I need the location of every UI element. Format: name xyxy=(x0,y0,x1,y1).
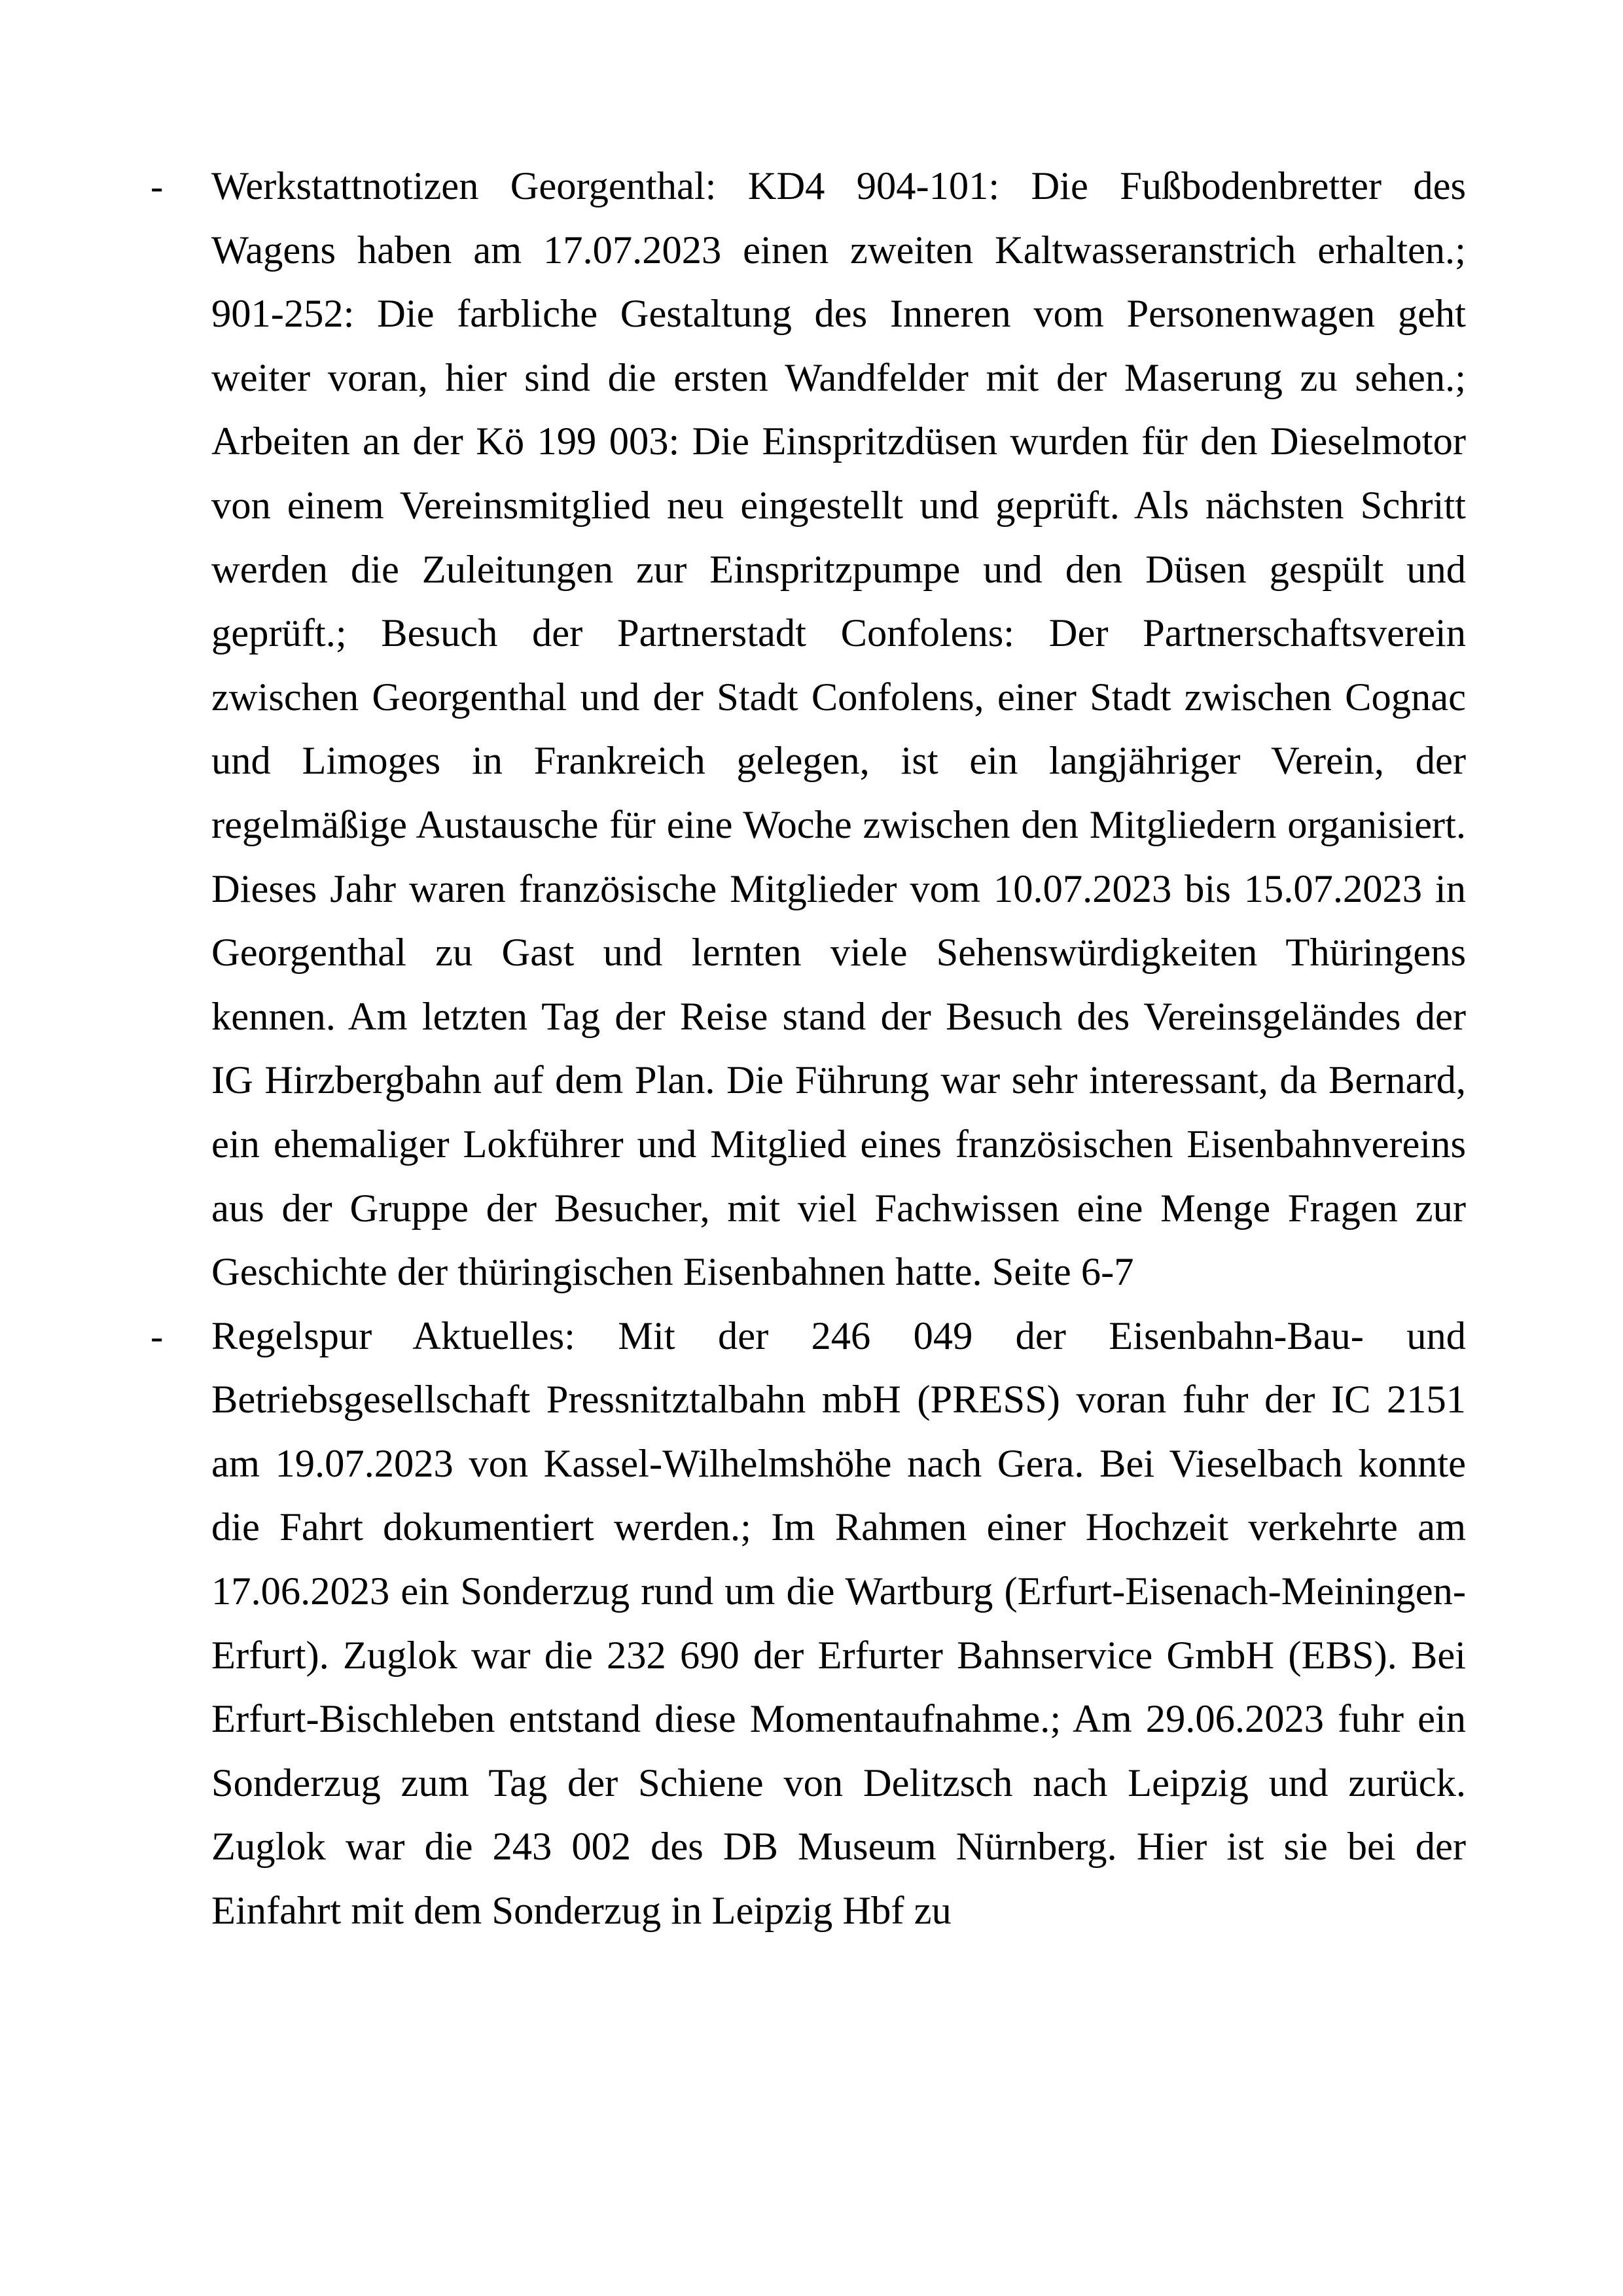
list-bullet: - xyxy=(151,1314,164,1357)
list-bullet: - xyxy=(151,165,164,207)
list-item-werkstattnotizen xyxy=(151,154,1466,1304)
list-item-regelspur-aktuelles xyxy=(151,1304,1466,1943)
list-item-text: Regelspur Aktuelles: Mit der 246 049 der Eisenbahn-Bau- und Betriebsgesellschaft Pressnitztalbahn mbH (PRESS) voran fuhr der IC 2151 am 19.07.2023 von Kassel-Wilhelmshöhe nach Gera. Bei Vieselbach konnte die Fahrt dokumentiert werden.; Im Rahmen einer Hochzeit verkehrte am 17.06.2023 ein Sonderzug rund um die Wartburg (Erfurt-Eisenach-Meiningen-Erfurt). Zuglok war die 232 690 der Erfurter Bahnservice GmbH (EBS). Bei Erfurt-Bischleben entstand diese Momentaufnahme.; Am 29.06.2023 fuhr ein Sonderzug zum Tag der Schiene von Delitzsch nach Leipzig und zurück. Zuglok war die 243 002 des DB Museum Nürnberg. Hier ist sie bei der Einfahrt mit dem Sonderzug in Leipzig Hbf zu xyxy=(211,1314,1466,1933)
news-list xyxy=(151,154,1466,1943)
list-item-text: Werkstattnotizen Georgenthal: KD4 904-101: Die Fußbodenbretter des Wagens haben am 17.07.2023 einen zweiten Kaltwasseranstrich erhalten.; 901-252: Die farbliche Gestaltung des Inneren vom Personenwagen geht weiter voran, hier sind die ersten Wandfelder mit der Maserung zu sehen.; Arbeiten an der Kö 199 003: Die Einspritzdüsen wurden für den Dieselmotor von einem Vereinsmitglied neu eingestellt und geprüft. Als nächsten Schritt werden die Zuleitungen zur Einspritzpumpe und den Düsen gespült und geprüft.; Besuch der Partnerstadt Confolens: Der Partnerschaftsverein zwischen Georgenthal und der Stadt Confolens, einer Stadt zwischen Cognac und Limoges in Frankreich gelegen, ist ein langjähriger Verein, der regelmäßige Austausche für eine Woche zwischen den Mitgliedern organisiert. Dieses Jahr waren französische Mitglieder vom 10.07.2023 bis 15.07.2023 in Georgenthal zu Gast und lernten viele Sehenswürdigkeiten Thüringens kennen. Am letzten Tag der Reise stand der Besuch des Vereinsgeländes der IG Hirzbergbahn auf dem Plan. Die Führung war sehr interessant, da Bernard, ein ehemaliger Lokführer und Mitglied eines französischen Eisenbahnvereins aus der Gruppe der Besucher, mit viel Fachwissen eine Menge Fragen zur Geschichte der thüringischen Eisenbahnen hatte. Seite 6-7 xyxy=(211,164,1466,1295)
